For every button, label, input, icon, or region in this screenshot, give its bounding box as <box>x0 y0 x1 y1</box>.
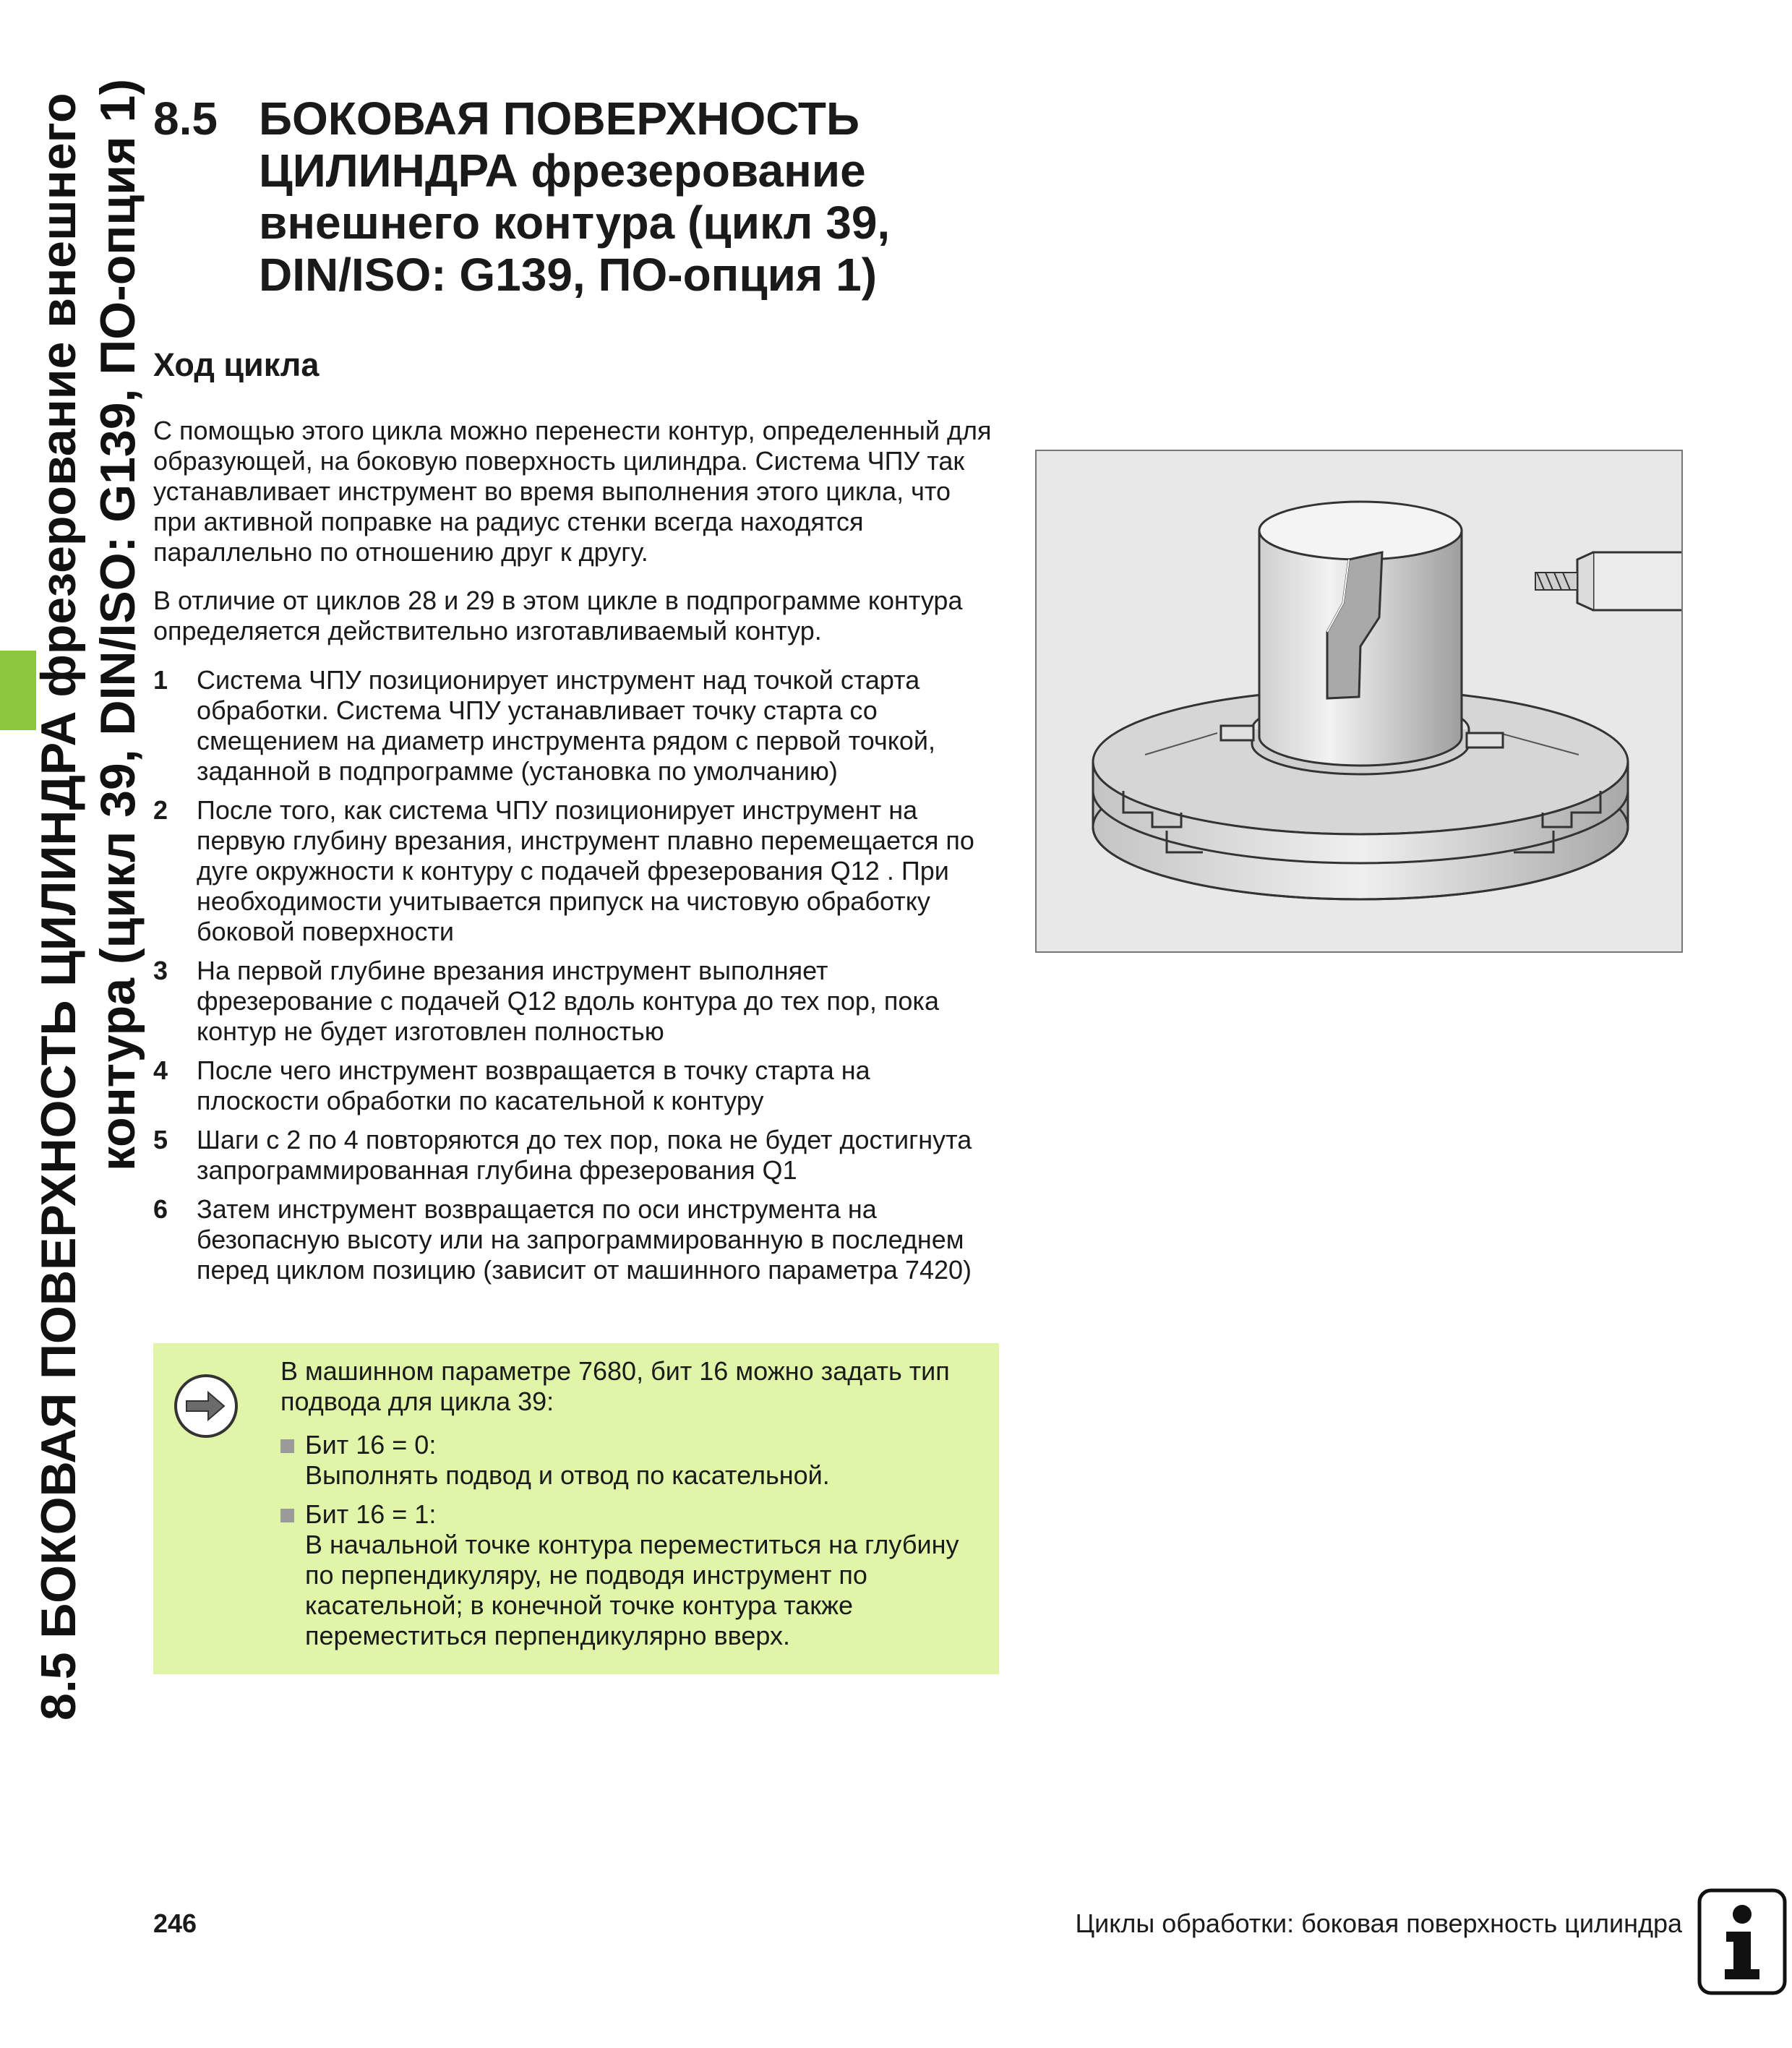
bullet-square-icon <box>280 1439 294 1453</box>
note-box <box>153 1343 999 1674</box>
cylinder-illustration <box>1035 450 1683 953</box>
step-number: 4 <box>153 1055 168 1085</box>
footer-chapter-title: Циклы обработки: боковая поверхность цилиндра <box>1075 1908 1682 1938</box>
step-text: Шаги с 2 по 4 повторяются до тех пор, пока не будет достигнута запрограммированная глубина фрезерования Q1 <box>197 1125 972 1185</box>
step-number: 3 <box>153 956 168 985</box>
bullet-text: Выполнять подвод и отвод по касательной. <box>305 1460 830 1490</box>
cylinder-on-rotary-table-image <box>1037 451 1681 951</box>
section-heading: Ход цикла <box>153 346 320 383</box>
step-text: Затем инструмент возвращается по оси инструмента на безопасную высоту или на запрограммированную в последнем перед циклом позицию (зависит от машинного параметра 7420) <box>197 1194 972 1285</box>
list-item <box>153 795 999 947</box>
steps-list <box>153 665 999 1294</box>
page-title: БОКОВАЯ ПОВЕРХНОСТЬ ЦИЛИНДРА фрезерование внешнего контура (цикл 39, DIN/ISO: G139, ПО-опция 1) <box>259 93 891 301</box>
step-text: После чего инструмент возвращается в точку старта на плоскости обработки по касательной к контуру <box>197 1055 870 1115</box>
info-icon <box>1697 1888 1787 1995</box>
side-tab-line1: 8.5 БОКОВАЯ ПОВЕРХНОСТЬ ЦИЛИНДРА фрезерование внешнего <box>31 93 86 1721</box>
step-text: На первой глубине врезания инструмент выполняет фрезерование с подачей Q12 вдоль контура до тех пор, пока контур не будет изготовлен полностью <box>197 956 939 1046</box>
list-item <box>153 956 999 1047</box>
section-number: 8.5 <box>153 93 218 145</box>
list-item <box>153 1194 999 1285</box>
list-item <box>153 665 999 787</box>
step-text: После того, как система ЧПУ позиционирует инструмент на первую глубину врезания, инструмент плавно перемещается по дуге окружности к контуру с подачей фрезерования Q12 . При необходимости учитывается припуск на чистовую обработку боковой поверхности <box>197 795 974 946</box>
list-item <box>280 1499 974 1651</box>
bullet-label: Бит 16 = 1: <box>305 1499 437 1529</box>
list-item <box>153 1055 999 1116</box>
note-intro: В машинном параметре 7680, бит 16 можно задать тип подвода для цикла 39: <box>280 1356 950 1416</box>
bullet-square-icon <box>280 1509 294 1522</box>
step-number: 5 <box>153 1125 168 1154</box>
list-item <box>280 1430 974 1491</box>
paragraph-difference: В отличие от циклов 28 и 29 в этом цикле в подпрограмме контура определяется действительно изготавливаемый контур. <box>153 586 963 646</box>
paragraph-intro: С помощью этого цикла можно перенести контур, определенный для образующей, на боковую поверхность цилиндра. Система ЧПУ так устанавливает инструмент во время выполнения этого цикла, что при активной поправке на радиус стенки всегда находятся параллельно по отношению друг к другу. <box>153 416 992 567</box>
side-tab-line2: контура (цикл 39, DIN/ISO: G139, ПО-опция 1) <box>90 78 145 1171</box>
step-number: 1 <box>153 665 168 695</box>
bullet-text: В начальной точке контура переместиться на глубину по перпендикуляру, не подводя инструмент по касательной; в конечной точке контура также переместиться перпендикулярно вверх. <box>305 1530 959 1650</box>
step-text: Система ЧПУ позиционирует инструмент над точкой старта обработки. Система ЧПУ устанавливает точку старта со смещением на диаметр инструмента рядом с первой точкой, заданной в подпрограмме (установка по умолчанию) <box>197 665 935 786</box>
arrow-right-icon <box>173 1374 239 1439</box>
step-number: 2 <box>153 795 168 825</box>
page-number: 246 <box>153 1908 197 1938</box>
bullet-label: Бит 16 = 0: <box>305 1430 437 1460</box>
note-bullets <box>280 1430 974 1660</box>
side-tab-title <box>29 78 147 1721</box>
step-number: 6 <box>153 1194 168 1224</box>
list-item <box>153 1125 999 1186</box>
